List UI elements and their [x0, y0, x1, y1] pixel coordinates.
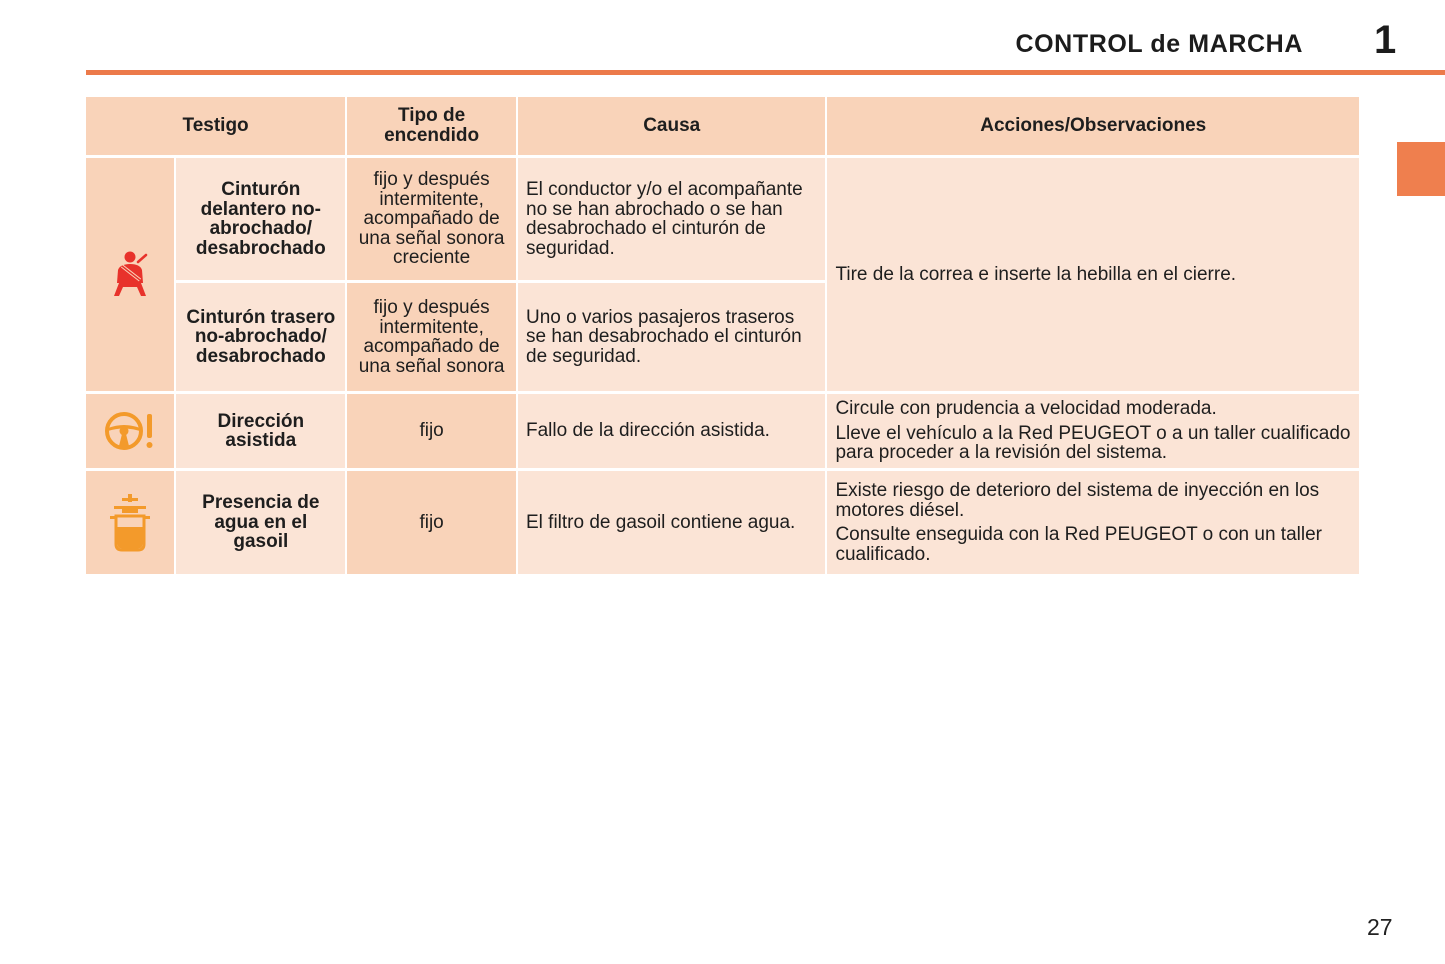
water-action	[827, 471, 1359, 574]
water-action-1: Existe riesgo de deterioro del sistema de inyección en los motores diésel.	[835, 480, 1320, 521]
chapter-title: CONTROL de MARCHA	[1015, 30, 1303, 58]
seatbelt-front-name: Cinturón delantero no-abrochado/ desabrochado	[176, 158, 345, 280]
steering-cause: Fallo de la dirección asistida.	[518, 394, 825, 468]
steering-action-2: Lleve el vehículo a la Red PEUGEOT o a un taller cualificado para proceder a la revisión del sistema.	[835, 422, 1351, 464]
steering-name: Dirección asistida	[176, 394, 345, 468]
water-icon-cell	[86, 471, 174, 574]
steering-action-1: Circule con prudencia a velocidad moderada.	[835, 398, 1217, 420]
header-testigo: Testigo	[86, 97, 345, 155]
page-number: 27	[1367, 914, 1393, 940]
header-acciones: Acciones/Observaciones	[827, 97, 1359, 155]
water-cause: El filtro de gasoil contiene agua.	[518, 471, 825, 574]
steering-action	[827, 394, 1359, 468]
seatbelt-rear-cause: Uno o varios pasajeros traseros se han desabrochado el cinturón de seguridad.	[518, 283, 825, 391]
table-header-row	[86, 97, 1359, 155]
water-name: Presencia de agua en el gasoil	[176, 471, 345, 574]
table-row-seatbelt-front	[86, 158, 1359, 280]
water-in-diesel-icon	[108, 494, 152, 552]
seatbelt-front-type: fijo y después intermitente, acompañado de una señal sonora creciente	[347, 158, 516, 280]
seatbelt-rear-type: fijo y después intermitente, acompañado de una señal sonora	[347, 283, 516, 391]
seatbelt-warning-icon	[108, 250, 152, 300]
steering-type: fijo	[347, 394, 516, 468]
warning-lights-table	[84, 94, 1361, 577]
header-rule	[86, 70, 1445, 75]
header-tipo: Tipo de encendido	[347, 97, 516, 155]
seatbelt-rear-name: Cinturón trasero no-abrochado/ desabrochado	[176, 283, 345, 391]
water-action-2: Consulte enseguida con la Red PEUGEOT o con un taller cualificado.	[835, 524, 1322, 565]
table-row-water-in-diesel	[86, 471, 1359, 574]
header-causa: Causa	[518, 97, 825, 155]
chapter-number: 1	[1374, 18, 1397, 62]
table-row-power-steering	[86, 394, 1359, 468]
seatbelt-icon-cell	[86, 158, 174, 391]
steering-icon-cell	[86, 394, 174, 468]
power-steering-warning-icon	[103, 409, 157, 453]
water-type: fijo	[347, 471, 516, 574]
seatbelt-front-cause: El conductor y/o el acompañante no se han abrochado o se han desabrochado el cinturón de seguridad.	[518, 158, 825, 280]
seatbelt-action: Tire de la correa e inserte la hebilla en el cierre.	[827, 158, 1359, 391]
chapter-side-tab	[1397, 142, 1445, 196]
